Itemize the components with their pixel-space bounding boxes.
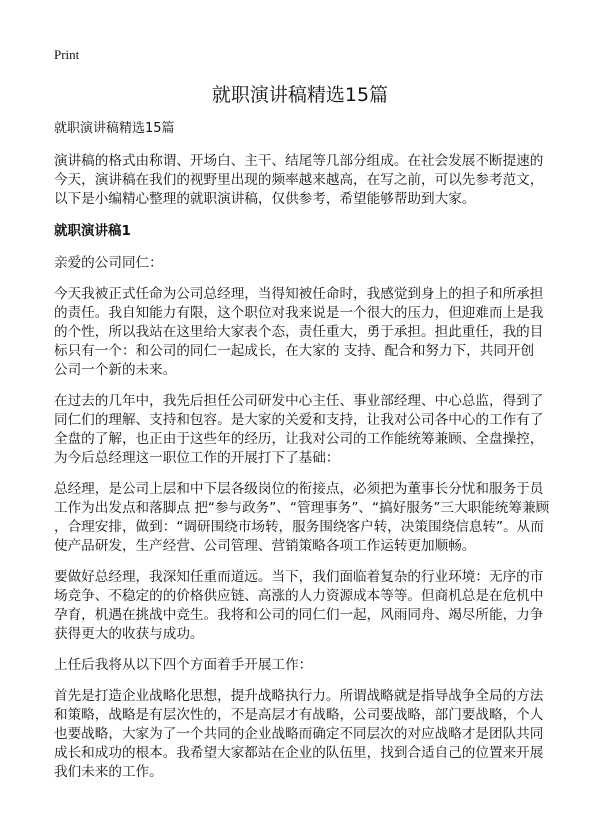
- text-line: 使产品研发，生产经营、公司管理、营销策略各项工作运转更加顺畅。: [54, 538, 476, 554]
- paragraph: [54, 480, 554, 556]
- text-line: 和策略，战略是有层次性的，不是高层才有战略，公司要战略，部门要战略，个人: [54, 707, 544, 723]
- document-body: [54, 120, 554, 794]
- text-line: 今天我被正式任命为公司总经理，当得知被任命时，我感觉到身上的担子和所承担: [54, 286, 544, 302]
- text-line: 为今后总经理这一职位工作的开展打下了基础：: [54, 450, 340, 466]
- text-line: 工作为出发点和落脚点 把“参与政务”、“管理事务”、“搞好服务”三大职能统筹兼顾: [54, 500, 550, 516]
- text-line: 首先是打造企业战略化思想，提升战略执行力。所谓战略就是指导战争全局的方法: [54, 688, 544, 704]
- paragraph: [54, 392, 554, 468]
- text-line: 场竞争、不稳定的的价格供应链、高涨的人力资源成本等等。但商机总是在危机中: [54, 588, 544, 604]
- text-line: 孕育，机遇在挑战中竞生。我将和公司的同仁们一起，风雨同舟、竭尽所能，力争: [54, 607, 544, 623]
- text-line: 上任后我将从以下四个方面着手开展工作：: [54, 657, 313, 673]
- text-line: 同仁们的理解、支持和包容。是大家的关爱和支持，让我对公司各中心的工作有了: [54, 412, 544, 428]
- paragraph: [54, 568, 554, 644]
- text-line: 公司一个新的未来。: [54, 362, 177, 378]
- section-paragraphs: [54, 254, 554, 782]
- text-line: 获得更大的收获与成功。: [54, 626, 204, 642]
- text-line: 演讲稿的格式由称谓、开场白、主干、结尾等几部分组成。在社会发展不断提速的: [54, 153, 544, 169]
- section-heading: 就职演讲稿1: [54, 223, 131, 239]
- text-line: 成长和成功的根本。我希望大家都站在企业的队伍里，找到合适自己的位置来开展: [54, 745, 544, 761]
- text-line: 今天，演讲稿在我们的视野里出现的频率越来越高，在写之前，可以先参考范文，: [54, 172, 544, 188]
- text-line: 标只有一个：和公司的同仁一起成长，在大家的 支持、配合和努力下，共同开创: [54, 343, 535, 359]
- subtitle: 就职演讲稿精选15篇: [54, 121, 175, 136]
- page-title: 就职演讲稿精选15篇: [211, 84, 389, 106]
- paragraph: [54, 656, 554, 675]
- paragraph: [54, 687, 554, 782]
- text-line: 要做好总经理，我深知任重而道远。当下，我们面临着复杂的行业环境：无序的市: [54, 569, 544, 585]
- text-line: 我们未来的工作。: [54, 764, 163, 780]
- paragraph: [54, 285, 554, 380]
- text-line: ，合理安排，做到：“调研围绕市场转，服务围绕客户转，决策围绕信息转”。从而: [54, 519, 544, 535]
- text-line: 亲爱的公司同仁：: [54, 255, 163, 271]
- text-line: 也要战略，大家为了一个共同的企业战略而确定不同层次的对应战略才是团队共同: [54, 726, 544, 742]
- text-line: 总经理，是公司上层和中下层各级岗位的衔接点，必须把为董事长分忧和服务于员: [54, 481, 544, 497]
- text-line: 的责任。我自知能力有限，这个职位对我来说是一个很大的压力，但迎难而上是我: [54, 305, 544, 321]
- print-link[interactable]: Print: [54, 47, 80, 62]
- text-line: 的个性，所以我站在这里给大家表个态，责任重大，勇于承担。担此重任，我的目: [54, 324, 544, 340]
- text-line: 在过去的几年中，我先后担任公司研发中心主任、事业部经理、中心总监，得到了: [54, 393, 544, 409]
- paragraph: [54, 254, 554, 273]
- text-line: 全盘的了解，也正由于这些年的经历，让我对公司的工作能统筹兼顾、全盘操控，: [54, 431, 544, 447]
- intro-paragraph: [54, 152, 554, 209]
- text-line: 以下是小编精心整理的就职演讲稿，仅供参考，希望能够帮助到大家。: [54, 191, 476, 207]
